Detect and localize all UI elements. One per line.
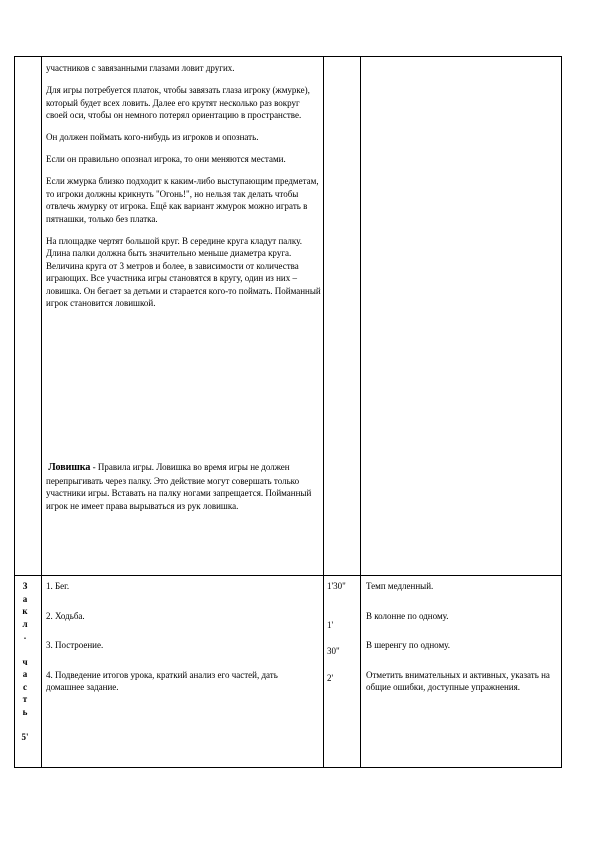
section-letter: З — [22, 581, 28, 591]
column-divider-1 — [41, 56, 42, 768]
table-border-bottom — [14, 767, 562, 768]
row-divider — [14, 575, 562, 576]
column-divider-3 — [360, 56, 361, 768]
table-border-right — [561, 56, 562, 768]
section-letter — [18, 719, 32, 732]
game-description — [46, 62, 322, 319]
lovishka-title: Ловишка — [48, 462, 91, 473]
section-letter: к — [22, 606, 28, 617]
duration-formation: 30" — [327, 646, 340, 656]
section-letter — [18, 643, 32, 656]
description-paragraph-5: Если жмурка близко подходит к каким-либо выступающим предметам, то игроки должны крикнуть "Огонь!", но нельзя так делать чтобы отвлечь жмурку от игрока. Ещё как вариант жмурок можно играть в пятнашки, только без платка. — [46, 176, 319, 224]
note-tempo: Темп медленный. — [366, 581, 434, 591]
section-letter: т — [22, 694, 28, 705]
item-formation: 3. Построение. — [46, 640, 104, 650]
note-line: В шеренгу по одному. — [366, 640, 451, 650]
section-letter: . — [23, 631, 27, 642]
section-letter: а — [22, 669, 28, 680]
methodical-notes — [366, 580, 558, 703]
section-letter: а — [22, 593, 28, 604]
durations — [327, 580, 359, 694]
lovishka-text: - Правила игры. Ловишка во время игры не должен перепрыгивать через палку. Это действие могут совершать только участники игры. Вставать на палку ногами запрещается. Пойманный игрок не имеет права вырываться из рук ловишка. — [46, 462, 312, 511]
description-paragraph-3: Он должен поймать кого-нибудь из игроков и опознать. — [46, 132, 259, 142]
table-border-left — [14, 56, 15, 768]
section-letter: л — [22, 618, 28, 629]
section-label-vertical — [18, 580, 32, 744]
note-summary: Отметить внимательных и активных, указать на общие ошибки, доступные упражнения. — [366, 669, 550, 692]
section-letter: ь — [22, 706, 28, 717]
lovishka-rules — [46, 461, 322, 512]
description-paragraph-2: Для игры потребуется платок, чтобы завязать глаза игроку (жмурке), который будет всех ловить. Далее его крутят несколько раз вокруг своей оси, чтобы он немного потерял ориентацию в пространстве. — [46, 85, 310, 120]
table-border-top — [14, 56, 562, 57]
final-part-items — [46, 580, 306, 703]
note-column: В колонне по одному. — [366, 610, 449, 621]
description-paragraph-4: Если он правильно опознал игрока, то они меняются местами. — [46, 154, 286, 164]
duration-summary: 2' — [327, 672, 334, 683]
duration-walk: 1' — [327, 619, 334, 630]
section-letter: с — [23, 681, 27, 692]
item-run: 1. Бег. — [46, 581, 70, 591]
column-divider-2 — [323, 56, 324, 768]
duration-run: 1'30" — [327, 581, 346, 591]
description-paragraph-6: На площадке чертят большой круг. В середине круга кладут палку. Длина палки должна быть значительно меньше диаметра круга. Величина круга от 3 метров и более, в зависимости от количества играющих. Все участника игры становятся в кругу, один из них – ловишка. Он бегает за детьми и старается кого-то поймать. Пойманный игрок становится ловишкой. — [46, 235, 321, 308]
item-walk: 2. Ходьба. — [46, 610, 85, 621]
section-duration: 5' — [21, 732, 29, 743]
section-letter: ч — [22, 656, 28, 667]
description-paragraph-1: участников с завязанными глазами ловит других. — [46, 63, 235, 73]
item-summary: 4. Подведение итогов урока, краткий анализ его частей, дать домашнее задание. — [46, 669, 278, 692]
